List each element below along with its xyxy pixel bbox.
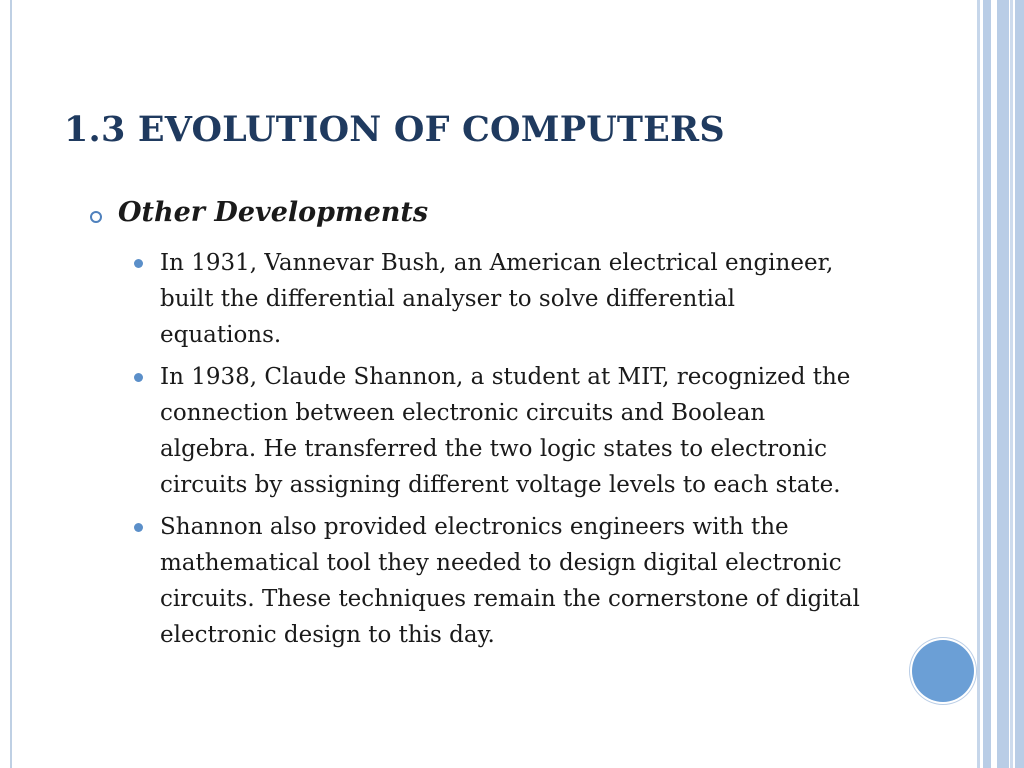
decorative-circle bbox=[912, 640, 974, 702]
decorative-stripe bbox=[1015, 0, 1024, 768]
list-item-text: In 1931, Vannevar Bush, an American electrical engineer, built the differential analyser to solve differential equations. bbox=[160, 250, 834, 348]
dot-bullet-icon bbox=[134, 259, 143, 268]
slide-title: 1.3 EVOLUTION OF COMPUTERS bbox=[64, 109, 725, 150]
bullet-list bbox=[130, 245, 860, 659]
decorative-stripe bbox=[983, 0, 991, 768]
decorative-stripe bbox=[997, 0, 1009, 768]
dot-bullet-icon bbox=[134, 373, 143, 382]
left-frame-line bbox=[10, 0, 12, 768]
dot-bullet-icon bbox=[134, 523, 143, 532]
list-item bbox=[130, 509, 860, 653]
decorative-stripe bbox=[977, 0, 980, 768]
list-item-text: Shannon also provided electronics engineers with the mathematical tool they needed to design digital electronic circuits. These techniques remain the cornerstone of digital electronic design to this day. bbox=[160, 514, 860, 648]
decorative-stripe bbox=[1010, 0, 1013, 768]
ring-bullet-icon bbox=[90, 211, 102, 223]
section-heading: Other Developments bbox=[118, 197, 429, 228]
list-item-text: In 1938, Claude Shannon, a student at MIT, recognized the connection between electronic circuits and Boolean algebra. He transferred the two logic states to electronic circuits by assigning different voltage levels to each state. bbox=[160, 364, 851, 498]
list-item bbox=[130, 359, 860, 503]
list-item bbox=[130, 245, 860, 353]
